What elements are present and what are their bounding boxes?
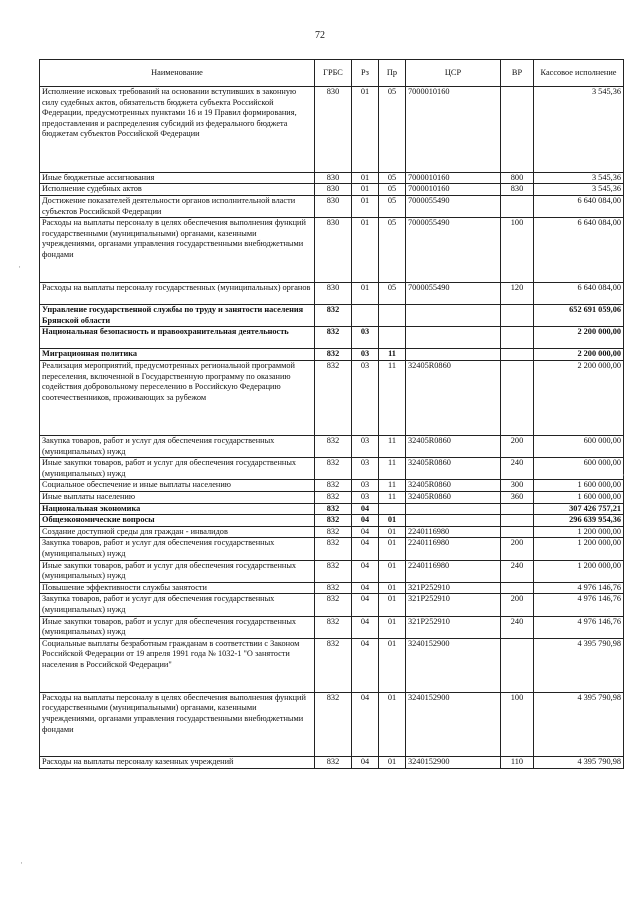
row-pr-cell: 01 [379,538,406,560]
margin-mark: · [18,262,21,272]
row-vr-cell: 200 [501,594,534,616]
table-row [40,195,624,217]
row-name-cell: Иные выплаты населению [40,492,315,504]
row-vr-cell [501,638,534,692]
table-row [40,87,624,173]
row-grbs-cell: 832 [315,480,352,492]
row-pr-cell: 01 [379,692,406,757]
row-sum-cell: 4 395 790,98 [534,757,624,769]
row-name-cell: Национальная безопасность и правоохранительная деятельность [40,327,315,349]
table-row [40,515,624,527]
row-vr-cell: 100 [501,692,534,757]
row-vr-cell: 360 [501,492,534,504]
row-pr-cell: 11 [379,436,406,458]
row-vr-cell [501,503,534,515]
row-sum-cell: 2 200 000,00 [534,349,624,361]
row-csr-cell: 32405R0860 [406,360,501,435]
row-grbs-cell: 832 [315,304,352,326]
row-name-cell: Расходы на выплаты персоналу государственных (муниципальных) органов [40,282,315,304]
row-pr-cell [379,327,406,349]
row-pr-cell: 05 [379,218,406,283]
row-grbs-cell: 830 [315,184,352,196]
row-csr-cell [406,304,501,326]
row-vr-cell: 240 [501,616,534,638]
row-pr-cell: 01 [379,638,406,692]
row-name-cell: Исполнение судебных актов [40,184,315,196]
row-sum-cell: 3 545,36 [534,172,624,184]
header-name: Наименование [40,60,315,87]
row-vr-cell [501,304,534,326]
row-sum-cell: 652 691 059,06 [534,304,624,326]
row-grbs-cell: 832 [315,492,352,504]
page-number: 72 [315,30,325,41]
row-sum-cell: 2 200 000,00 [534,360,624,435]
row-vr-cell [501,195,534,217]
row-name-cell: Иные закупки товаров, работ и услуг для обеспечения государственных (муниципальных) нужд [40,458,315,480]
table-row [40,538,624,560]
row-pr-cell: 11 [379,492,406,504]
header-csr: ЦСР [406,60,501,87]
row-rz-cell: 04 [352,757,379,769]
row-sum-cell: 4 976 146,76 [534,594,624,616]
row-vr-cell [501,526,534,538]
row-sum-cell: 2 200 000,00 [534,327,624,349]
row-grbs-cell: 832 [315,582,352,594]
row-rz-cell: 01 [352,218,379,283]
row-vr-cell [501,327,534,349]
table-row [40,218,624,283]
row-grbs-cell: 830 [315,195,352,217]
row-pr-cell: 01 [379,594,406,616]
row-pr-cell: 05 [379,172,406,184]
row-csr-cell: 3240152900 [406,692,501,757]
row-vr-cell: 240 [501,560,534,582]
row-rz-cell: 04 [352,503,379,515]
row-pr-cell: 01 [379,616,406,638]
table-body [40,87,624,769]
row-csr-cell: 32405R0860 [406,436,501,458]
row-sum-cell: 600 000,00 [534,458,624,480]
budget-execution-table [39,59,624,769]
row-grbs-cell: 832 [315,638,352,692]
row-sum-cell: 3 545,36 [534,87,624,173]
row-grbs-cell: 832 [315,692,352,757]
row-grbs-cell: 830 [315,282,352,304]
row-name-cell: Общеэкономические вопросы [40,515,315,527]
header-rz: Рз [352,60,379,87]
row-pr-cell [379,503,406,515]
row-sum-cell: 1 200 000,00 [534,560,624,582]
row-sum-cell: 4 395 790,98 [534,692,624,757]
row-name-cell: Иные закупки товаров, работ и услуг для обеспечения государственных (муниципальных) нужд [40,560,315,582]
row-pr-cell: 11 [379,480,406,492]
row-grbs-cell: 832 [315,503,352,515]
row-rz-cell: 04 [352,594,379,616]
row-sum-cell: 6 640 084,00 [534,218,624,283]
row-sum-cell: 6 640 084,00 [534,282,624,304]
row-sum-cell: 600 000,00 [534,436,624,458]
row-name-cell: Закупка товаров, работ и услуг для обеспечения государственных (муниципальных) нужд [40,594,315,616]
row-grbs-cell: 832 [315,538,352,560]
row-rz-cell: 03 [352,480,379,492]
row-grbs-cell: 832 [315,349,352,361]
row-csr-cell [406,349,501,361]
table-row [40,692,624,757]
row-vr-cell [501,360,534,435]
table-row [40,304,624,326]
row-pr-cell: 01 [379,757,406,769]
row-name-cell: Расходы на выплаты персоналу казенных учреждений [40,757,315,769]
table-row [40,436,624,458]
row-grbs-cell: 832 [315,594,352,616]
row-grbs-cell: 830 [315,172,352,184]
row-pr-cell: 05 [379,195,406,217]
row-rz-cell: 04 [352,560,379,582]
table-row [40,327,624,349]
table-row [40,616,624,638]
row-pr-cell: 05 [379,282,406,304]
row-csr-cell: 321P252910 [406,582,501,594]
row-sum-cell: 4 976 146,76 [534,582,624,594]
row-sum-cell: 6 640 084,00 [534,195,624,217]
table-row [40,594,624,616]
row-csr-cell: 2240116980 [406,526,501,538]
row-grbs-cell: 832 [315,757,352,769]
row-rz-cell: 04 [352,526,379,538]
table-row [40,638,624,692]
row-sum-cell: 3 545,36 [534,184,624,196]
row-pr-cell: 05 [379,87,406,173]
row-grbs-cell: 832 [315,360,352,435]
row-sum-cell: 307 426 757,21 [534,503,624,515]
row-grbs-cell: 830 [315,87,352,173]
row-name-cell: Закупка товаров, работ и услуг для обеспечения государственных (муниципальных) нужд [40,538,315,560]
row-csr-cell [406,515,501,527]
row-grbs-cell: 832 [315,616,352,638]
header-grbs: ГРБС [315,60,352,87]
table-row [40,757,624,769]
row-pr-cell: 01 [379,582,406,594]
row-csr-cell: 321P252910 [406,616,501,638]
row-grbs-cell: 832 [315,458,352,480]
row-rz-cell: 03 [352,492,379,504]
row-rz-cell: 03 [352,349,379,361]
row-csr-cell: 2240116980 [406,560,501,582]
row-name-cell: Расходы на выплаты персоналу в целях обеспечения выполнения функций государственными (муниципальными) органами, казенными учреждениями, органами управления государственными внебюджетными фондами [40,218,315,283]
row-vr-cell: 300 [501,480,534,492]
row-rz-cell: 03 [352,327,379,349]
row-csr-cell [406,327,501,349]
row-vr-cell: 110 [501,757,534,769]
table-header-row [40,60,624,87]
row-vr-cell: 830 [501,184,534,196]
row-pr-cell: 11 [379,360,406,435]
row-vr-cell [501,515,534,527]
row-vr-cell: 100 [501,218,534,283]
row-vr-cell: 800 [501,172,534,184]
row-csr-cell [406,503,501,515]
row-name-cell: Создание доступной среды для граждан - инвалидов [40,526,315,538]
row-vr-cell [501,582,534,594]
row-name-cell: Закупка товаров, работ и услуг для обеспечения государственных (муниципальных) нужд [40,436,315,458]
row-name-cell: Иные закупки товаров, работ и услуг для обеспечения государственных (муниципальных) нужд [40,616,315,638]
row-pr-cell: 01 [379,526,406,538]
row-sum-cell: 1 600 000,00 [534,480,624,492]
row-csr-cell: 3240152900 [406,757,501,769]
table-row [40,282,624,304]
row-name-cell: Повышение эффективности службы занятости [40,582,315,594]
table-row [40,560,624,582]
row-sum-cell: 1 200 000,00 [534,526,624,538]
row-name-cell: Национальная экономика [40,503,315,515]
row-rz-cell: 04 [352,616,379,638]
table-row [40,360,624,435]
row-rz-cell: 04 [352,638,379,692]
table-row [40,458,624,480]
row-name-cell: Управление государственной службы по труду и занятости населения Брянской области [40,304,315,326]
row-csr-cell: 321P252910 [406,594,501,616]
row-sum-cell: 1 200 000,00 [534,538,624,560]
row-csr-cell: 7000055490 [406,218,501,283]
header-pr: Пр [379,60,406,87]
table-row [40,526,624,538]
row-name-cell: Иные бюджетные ассигнования [40,172,315,184]
row-rz-cell: 01 [352,184,379,196]
row-rz-cell: 04 [352,538,379,560]
row-csr-cell: 3240152900 [406,638,501,692]
row-name-cell: Социальные выплаты безработным гражданам в соответствии с Законом Российской Федерации от 19 апреля 1991 года № 1032-1 "О занятости населения в Российской Федерации" [40,638,315,692]
row-grbs-cell: 830 [315,218,352,283]
row-vr-cell: 240 [501,458,534,480]
row-pr-cell: 05 [379,184,406,196]
row-name-cell: Реализация мероприятий, предусмотренных региональной программой переселения, включенной в Государственную программу по оказанию содействия добровольному переселению в Российскую Федерацию соотечественников, проживающих за рубежом [40,360,315,435]
table-row [40,480,624,492]
row-rz-cell: 04 [352,692,379,757]
row-csr-cell: 32405R0860 [406,480,501,492]
header-sum: Кассовое исполнение [534,60,624,87]
table-row [40,503,624,515]
row-rz-cell: 04 [352,515,379,527]
row-name-cell: Достижение показателей деятельности органов исполнительной власти субъектов Российской Федерации [40,195,315,217]
header-vr: ВР [501,60,534,87]
row-csr-cell: 32405R0860 [406,458,501,480]
row-pr-cell [379,304,406,326]
row-name-cell: Миграционная политика [40,349,315,361]
row-csr-cell: 7000010160 [406,87,501,173]
row-grbs-cell: 832 [315,327,352,349]
table-row [40,184,624,196]
row-vr-cell: 120 [501,282,534,304]
row-sum-cell: 1 600 000,00 [534,492,624,504]
row-pr-cell: 01 [379,515,406,527]
row-csr-cell: 2240116980 [406,538,501,560]
row-sum-cell: 296 639 954,36 [534,515,624,527]
row-rz-cell: 01 [352,87,379,173]
row-csr-cell: 7000010160 [406,172,501,184]
row-vr-cell: 200 [501,538,534,560]
table-row [40,349,624,361]
row-rz-cell: 01 [352,195,379,217]
row-rz-cell: 01 [352,282,379,304]
row-csr-cell: 32405R0860 [406,492,501,504]
row-csr-cell: 7000055490 [406,195,501,217]
row-grbs-cell: 832 [315,526,352,538]
row-rz-cell: 01 [352,172,379,184]
row-pr-cell: 11 [379,458,406,480]
row-grbs-cell: 832 [315,436,352,458]
row-name-cell: Исполнение исковых требований на основании вступивших в законную силу судебных актов, обязательств бюджета субъекта Российской Федерации, предусмотренных пунктами 16 и 19 Правил формирования, предоставления и распределения субсидий из федерального бюджета бюджетам субъектов Российской Федерации [40,87,315,173]
row-name-cell: Расходы на выплаты персоналу в целях обеспечения выполнения функций государственными (муниципальными) органами, казенными учреждениями, органами управления государственными внебюджетными фондами [40,692,315,757]
row-pr-cell: 01 [379,560,406,582]
table-row [40,582,624,594]
table-row [40,492,624,504]
row-vr-cell [501,349,534,361]
row-vr-cell [501,87,534,173]
row-csr-cell: 7000055490 [406,282,501,304]
row-pr-cell: 11 [379,349,406,361]
row-sum-cell: 4 395 790,98 [534,638,624,692]
row-sum-cell: 4 976 146,76 [534,616,624,638]
row-grbs-cell: 832 [315,560,352,582]
row-rz-cell [352,304,379,326]
table-row [40,172,624,184]
row-vr-cell: 200 [501,436,534,458]
row-grbs-cell: 832 [315,515,352,527]
row-rz-cell: 03 [352,458,379,480]
margin-mark: · [622,470,625,480]
row-rz-cell: 03 [352,436,379,458]
row-rz-cell: 04 [352,582,379,594]
row-csr-cell: 7000010160 [406,184,501,196]
margin-mark: · [20,858,23,868]
row-name-cell: Социальное обеспечение и иные выплаты населению [40,480,315,492]
row-rz-cell: 03 [352,360,379,435]
